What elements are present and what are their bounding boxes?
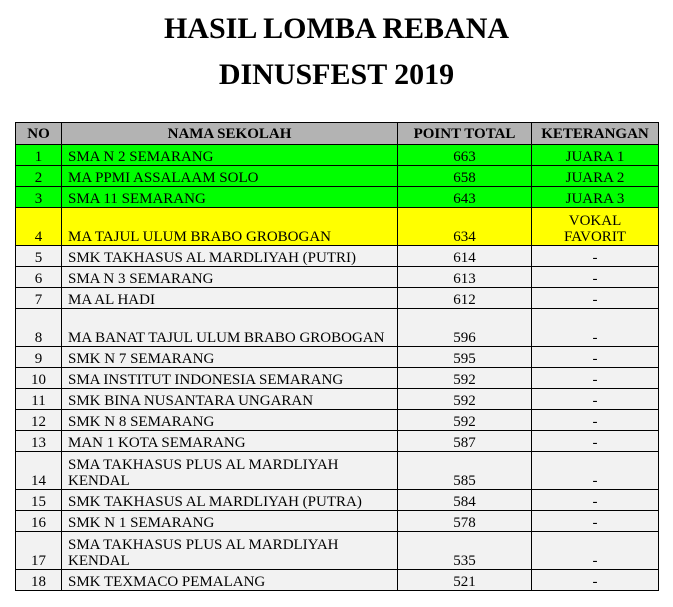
cell-no: 10 xyxy=(16,368,62,389)
cell-keterangan: JUARA 1 xyxy=(532,145,659,166)
cell-nama-sekolah: SMK BINA NUSANTARA UNGARAN xyxy=(62,389,398,410)
table-row xyxy=(16,187,659,208)
cell-no: 5 xyxy=(16,246,62,267)
cell-keterangan: JUARA 3 xyxy=(532,187,659,208)
cell-keterangan: JUARA 2 xyxy=(532,166,659,187)
cell-nama-sekolah: MA AL HADI xyxy=(62,288,398,309)
cell-point-total: 595 xyxy=(398,347,532,368)
cell-nama-sekolah: SMK N 1 SEMARANG xyxy=(62,511,398,532)
table-row xyxy=(16,570,659,591)
cell-keterangan: - xyxy=(532,389,659,410)
header-nama-sekolah: NAMA SEKOLAH xyxy=(62,123,398,145)
cell-nama-sekolah: MA BANAT TAJUL ULUM BRABO GROBOGAN xyxy=(62,309,398,347)
cell-keterangan: VOKAL FAVORIT xyxy=(532,208,659,246)
cell-point-total: 612 xyxy=(398,288,532,309)
table-row xyxy=(16,490,659,511)
cell-no: 3 xyxy=(16,187,62,208)
cell-keterangan: - xyxy=(532,452,659,490)
table-row xyxy=(16,208,659,246)
cell-point-total: 663 xyxy=(398,145,532,166)
cell-no: 9 xyxy=(16,347,62,368)
cell-no: 18 xyxy=(16,570,62,591)
table-row xyxy=(16,246,659,267)
table-row xyxy=(16,166,659,187)
cell-nama-sekolah: SMA INSTITUT INDONESIA SEMARANG xyxy=(62,368,398,389)
cell-nama-sekolah: MA TAJUL ULUM BRABO GROBOGAN xyxy=(62,208,398,246)
cell-no: 11 xyxy=(16,389,62,410)
cell-keterangan: - xyxy=(532,347,659,368)
cell-point-total: 614 xyxy=(398,246,532,267)
cell-keterangan: - xyxy=(532,246,659,267)
cell-no: 17 xyxy=(16,532,62,570)
cell-no: 13 xyxy=(16,431,62,452)
cell-point-total: 643 xyxy=(398,187,532,208)
page-title: HASIL LOMBA REBANA xyxy=(163,12,510,45)
cell-nama-sekolah: SMA TAKHASUS PLUS AL MARDLIYAH KENDAL xyxy=(62,532,398,570)
cell-point-total: 521 xyxy=(398,570,532,591)
table-row xyxy=(16,511,659,532)
header-point-total: POINT TOTAL xyxy=(398,123,532,145)
cell-nama-sekolah: SMK N 8 SEMARANG xyxy=(62,410,398,431)
cell-nama-sekolah: SMK N 7 SEMARANG xyxy=(62,347,398,368)
cell-no: 12 xyxy=(16,410,62,431)
table-row xyxy=(16,309,659,347)
cell-keterangan: - xyxy=(532,309,659,347)
cell-nama-sekolah: SMA N 3 SEMARANG xyxy=(62,267,398,288)
table-header-row xyxy=(16,123,659,145)
table-body xyxy=(16,145,659,591)
cell-no: 8 xyxy=(16,309,62,347)
cell-nama-sekolah: SMA 11 SEMARANG xyxy=(62,187,398,208)
table-row xyxy=(16,532,659,570)
cell-no: 2 xyxy=(16,166,62,187)
cell-no: 1 xyxy=(16,145,62,166)
cell-keterangan: - xyxy=(532,532,659,570)
cell-point-total: 596 xyxy=(398,309,532,347)
table-row xyxy=(16,410,659,431)
cell-point-total: 585 xyxy=(398,452,532,490)
cell-keterangan: - xyxy=(532,368,659,389)
cell-point-total: 592 xyxy=(398,410,532,431)
cell-no: 7 xyxy=(16,288,62,309)
cell-point-total: 592 xyxy=(398,389,532,410)
header-no: NO xyxy=(16,123,62,145)
cell-nama-sekolah: SMA TAKHASUS PLUS AL MARDLIYAH KENDAL xyxy=(62,452,398,490)
cell-keterangan: - xyxy=(532,431,659,452)
cell-no: 16 xyxy=(16,511,62,532)
page-subtitle: DINUSFEST 2019 xyxy=(218,58,455,91)
cell-point-total: 634 xyxy=(398,208,532,246)
table-row xyxy=(16,389,659,410)
cell-point-total: 613 xyxy=(398,267,532,288)
table-row xyxy=(16,431,659,452)
cell-point-total: 658 xyxy=(398,166,532,187)
cell-nama-sekolah: SMK TAKHASUS AL MARDLIYAH (PUTRI) xyxy=(62,246,398,267)
cell-point-total: 584 xyxy=(398,490,532,511)
cell-keterangan: - xyxy=(532,570,659,591)
table-row xyxy=(16,452,659,490)
table-row xyxy=(16,145,659,166)
results-table xyxy=(15,122,659,591)
cell-keterangan: - xyxy=(532,288,659,309)
cell-keterangan: - xyxy=(532,267,659,288)
cell-keterangan: - xyxy=(532,490,659,511)
table-row xyxy=(16,288,659,309)
cell-point-total: 578 xyxy=(398,511,532,532)
cell-no: 14 xyxy=(16,452,62,490)
cell-nama-sekolah: SMK TAKHASUS AL MARDLIYAH (PUTRA) xyxy=(62,490,398,511)
cell-nama-sekolah: MAN 1 KOTA SEMARANG xyxy=(62,431,398,452)
table-row xyxy=(16,267,659,288)
table-row xyxy=(16,368,659,389)
table-row xyxy=(16,347,659,368)
cell-keterangan: - xyxy=(532,410,659,431)
cell-nama-sekolah: SMK TEXMACO PEMALANG xyxy=(62,570,398,591)
cell-no: 15 xyxy=(16,490,62,511)
cell-nama-sekolah: MA PPMI ASSALAAM SOLO xyxy=(62,166,398,187)
cell-no: 6 xyxy=(16,267,62,288)
cell-point-total: 587 xyxy=(398,431,532,452)
cell-point-total: 535 xyxy=(398,532,532,570)
cell-no: 4 xyxy=(16,208,62,246)
cell-keterangan: - xyxy=(532,511,659,532)
cell-nama-sekolah: SMA N 2 SEMARANG xyxy=(62,145,398,166)
cell-point-total: 592 xyxy=(398,368,532,389)
header-keterangan: KETERANGAN xyxy=(532,123,659,145)
